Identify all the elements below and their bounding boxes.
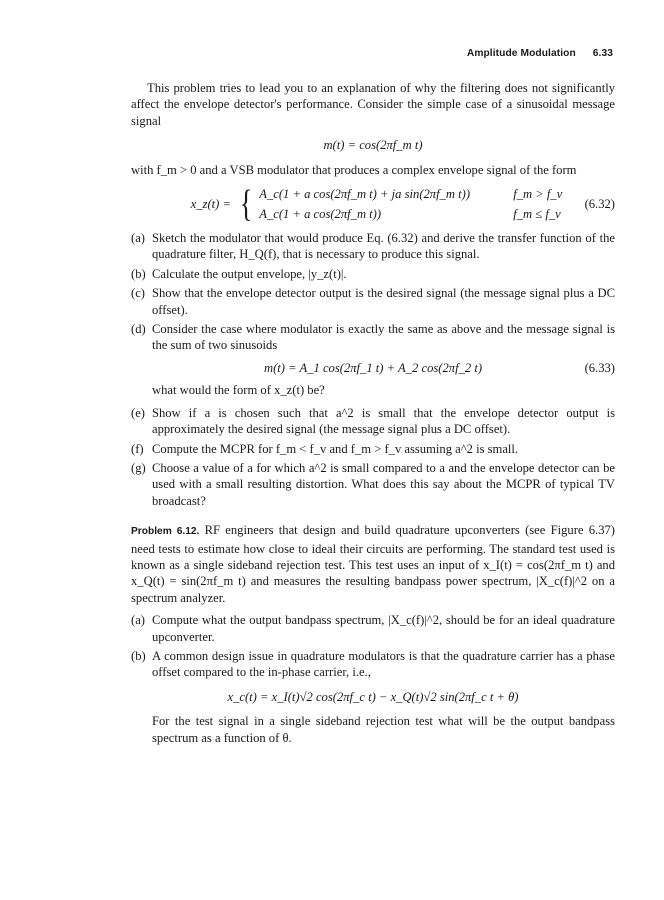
eq632-case2 xyxy=(259,206,562,222)
part-g: (g) Choose a value of a for which a^2 is small compared to a and the envelope detector can be used with a small resulting distortion. What does this say about the MCPR of typical TV broadcast? xyxy=(131,460,615,508)
problem-part-b: (b) A common design issue in quadrature modulators is that the quadrature carrier has a phase offset compared to the in-phase carrier, i.e., xyxy=(131,648,615,680)
page-header xyxy=(467,46,613,62)
eq632-number: (6.32) xyxy=(584,197,615,212)
part-a: (a) Sketch the modulator that would produce Eq. (6.32) and derive the transfer function of the quadrature filter, H_Q(f), that is necessary to produce this signal. xyxy=(131,231,615,262)
intro-paragraph: This problem tries to lead you to an explanation of why the filtering does not significantly affect the envelope detector's performance. Consider the simple case of a sinusoidal message signal xyxy=(131,81,615,128)
section-title: Amplitude Modulation xyxy=(466,48,576,59)
equation-6-32 xyxy=(131,184,615,224)
problem-6-12 xyxy=(131,522,615,606)
page-number: 6.33 xyxy=(592,48,613,59)
eq632-case2-cond: f_m ≤ f_v xyxy=(513,206,561,221)
problem-parts xyxy=(131,612,615,681)
part-b: (b) Calculate the output envelope, |y_z(t)|. xyxy=(131,266,347,281)
vsb-sentence: with f_m > 0 and a VSB modulator that produces a complex envelope signal of the form xyxy=(131,162,577,177)
left-brace-icon: { xyxy=(239,183,253,226)
equation-6-33 xyxy=(131,360,615,376)
eq632-case1-expr: A_c(1 + a cos(2πf_m t) + ja sin(2πf_m t)) xyxy=(259,187,471,202)
part-c: (c) Show that the envelope detector output is the desired signal (the message signal plus a DC offset). xyxy=(131,286,615,317)
equation-message: m(t) = cos(2πf_m t) xyxy=(323,138,423,153)
problem-part-a: (a) Compute what the output bandpass spectrum, |X_c(f)|^2, should be for an ideal quadrature upconverter. xyxy=(131,613,615,644)
part-d-followup: what would the form of x_z(t) be? xyxy=(152,383,325,398)
final-question: For the test signal in a single sideband rejection test what will be the output bandpass spectrum as a function of θ. xyxy=(152,714,615,745)
eq632-case2-expr: A_c(1 + a cos(2πf_m t)) xyxy=(259,206,382,221)
eq632-case1-cond: f_m > f_v xyxy=(513,187,563,202)
problem-text: RF engineers that design and build quadrature upconverters (see Figure 6.37) need tests to estimate how close to ideal their circuits are performing. The standard test used is known as a single sideband rejection test. This test uses an input of x_I(t) = cos(2πf_m t) and x_Q(t) = sin(2πf_m t) and measures the resulting bandpass power spectrum, |X_c(f)|^2 on a spectrum analyzer. xyxy=(131,523,615,605)
parts-list-a-d xyxy=(131,230,615,354)
eq632-lhs: x_z(t) = xyxy=(190,196,231,211)
part-d: (d) Consider the case where modulator is exactly the same as above and the message signal is the sum of two sinusoids xyxy=(131,322,615,353)
eq633-expr: m(t) = A_1 cos(2πf_1 t) + A_2 cos(2πf_2 t) xyxy=(263,360,483,375)
part-f: (f) Compute the MCPR for f_m < f_v and f_m > f_v assuming a^2 is small. xyxy=(131,441,519,456)
parts-list-e-g xyxy=(131,405,615,509)
part-e: (e) Show if a is chosen such that a^2 is small that the envelope detector output is approximately the desired signal (the message signal plus a DC offset). xyxy=(131,405,615,437)
page-body xyxy=(131,80,615,746)
eq633-number: (6.33) xyxy=(584,360,615,375)
equation-xc: x_c(t) = x_I(t)√2 cos(2πf_c t) − x_Q(t)√2 sin(2πf_c t + θ) xyxy=(227,689,519,704)
problem-label: Problem 6.12. xyxy=(131,526,200,538)
eq632-case1 xyxy=(259,186,562,202)
